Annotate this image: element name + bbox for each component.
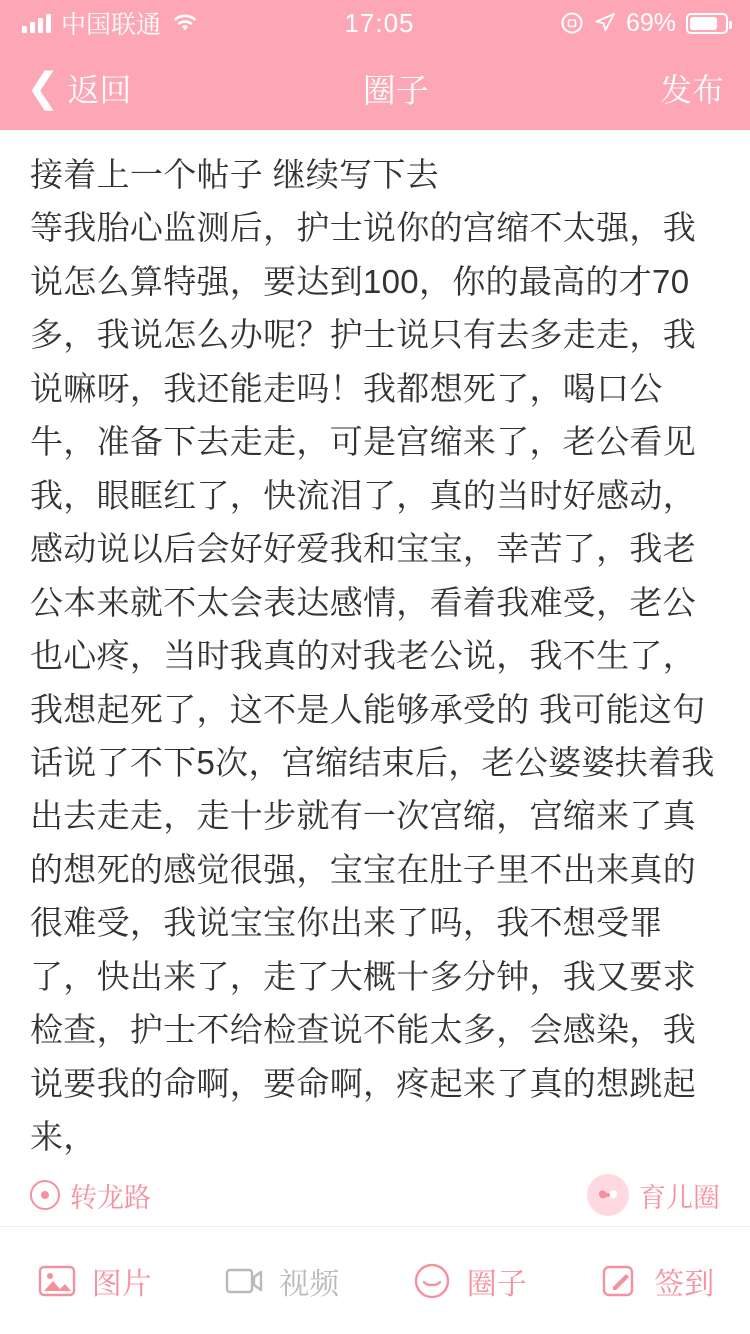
location-pin-icon — [30, 1180, 60, 1210]
location-label: 转龙路 — [70, 1182, 151, 1213]
toolbar-item-video[interactable] — [188, 1259, 376, 1303]
back-button-label: 返回 — [67, 72, 132, 108]
status-bar — [0, 0, 750, 46]
carrier-label: 中国联通 — [61, 11, 162, 39]
checkin-pen-icon — [598, 1260, 640, 1302]
video-icon — [223, 1260, 265, 1302]
back-button[interactable] — [26, 65, 132, 111]
group-avatar — [587, 1174, 629, 1216]
rotation-lock-icon — [560, 11, 584, 35]
toolbar-item-circle[interactable] — [375, 1259, 563, 1303]
toolbar-item-video-label: 视频 — [279, 1267, 340, 1301]
post-meta-row — [0, 1164, 750, 1226]
bottom-toolbar — [0, 1226, 750, 1334]
wifi-icon — [171, 13, 199, 33]
toolbar-item-image-label: 图片 — [91, 1267, 152, 1301]
post-body-text: 等我胎心监测后，护士说你的宫缩不太强，我说怎么算特强，要达到100，你的最高的才70多，我说怎么办呢？护士说只有去多走走，我说嘛呀，我还能走吗！我都想死了，喝口公牛，准备下去走走，可是宫缩来了，老公看见我，眼眶红了，快流泪了，真的当时好感动，感动说以后会好好爱我和宝宝，幸苦了，我老公本来就不太会表达感情，看着我难受，老公也心疼，当时我真的对我老公说，我不生了，我想起死了，这不是人能够承受的 我可能这句话说了不下5次，宫缩结束后，老公婆婆扶着我出去走走，走十步就有一次宫缩，宫缩来了真的想死的感觉很强，宝宝在肚子里不出来真的很难受，我说宝宝你出来了吗，我不想受罪了，快出来了，走了大概十多分钟，我又要求检查，护士不给检查说不能太多，会感染，我说要我的命啊，要命啊，疼起来了真的想跳起来， — [30, 209, 715, 1156]
image-icon — [36, 1260, 78, 1302]
post-content-area[interactable] — [0, 130, 750, 1226]
toolbar-item-checkin-label: 签到 — [654, 1267, 715, 1301]
publish-button[interactable]: 发布 — [659, 72, 724, 108]
chevron-left-icon: ❮ — [26, 66, 60, 110]
toolbar-item-circle-label: 圈子 — [466, 1267, 527, 1301]
butterfly-icon — [595, 1182, 621, 1208]
battery-icon — [686, 13, 728, 34]
battery-percent-label: 69% — [625, 8, 676, 37]
toolbar-item-checkin[interactable] — [563, 1259, 750, 1303]
circle-smile-icon — [411, 1260, 453, 1302]
toolbar-item-image[interactable] — [0, 1259, 188, 1303]
location-tag[interactable] — [30, 1176, 151, 1215]
group-tag[interactable] — [587, 1174, 720, 1216]
clock-label: 17:05 — [344, 7, 415, 38]
group-label: 育儿圈 — [639, 1182, 720, 1213]
status-bar-left — [22, 5, 199, 41]
signal-strength-icon — [22, 13, 51, 33]
location-arrow-icon — [594, 12, 616, 34]
page-title: 圈子 — [362, 71, 429, 109]
post-first-line: 接着上一个帖子 继续写下去 — [30, 156, 440, 193]
post-text — [30, 148, 720, 1164]
status-bar-right — [560, 9, 728, 38]
navigation-bar — [0, 46, 750, 130]
